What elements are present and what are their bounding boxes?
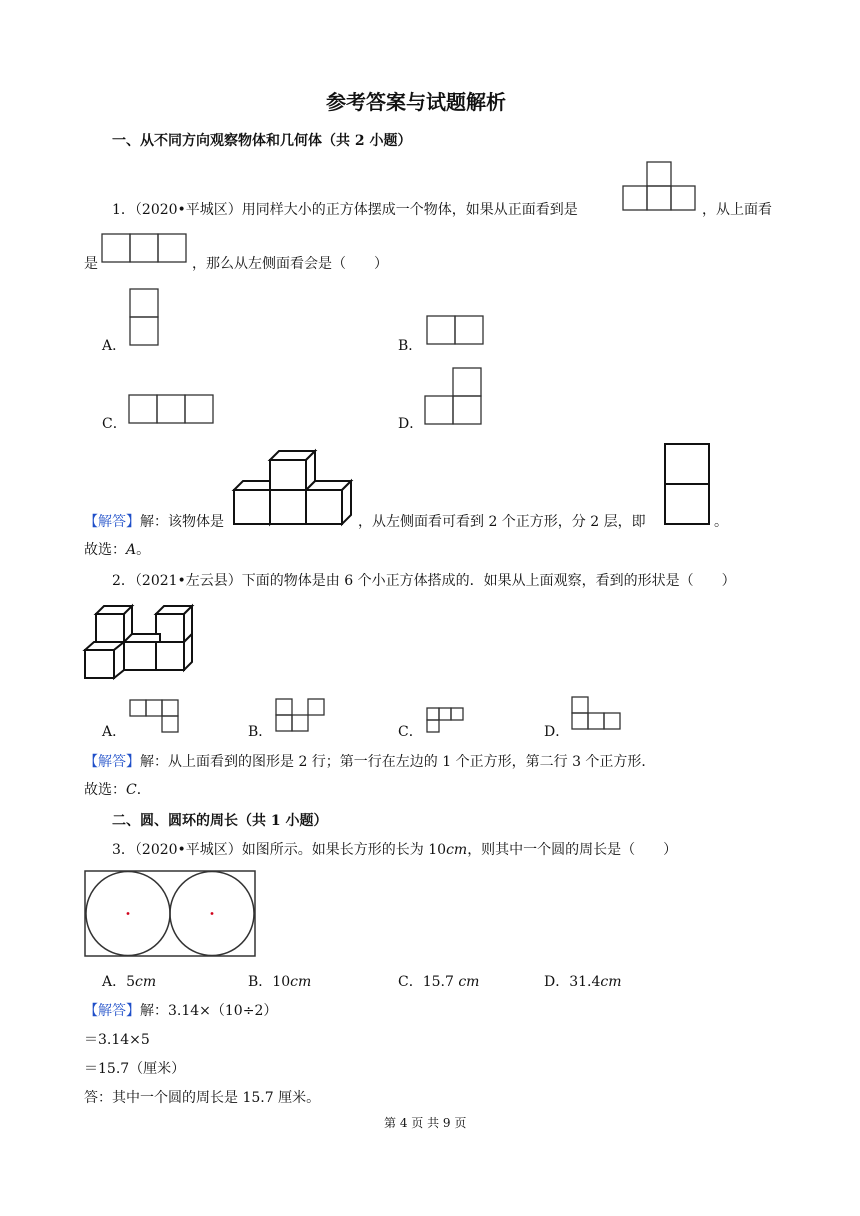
q1-top-view-figure — [101, 233, 189, 265]
q1-stem-part4: ，那么从左侧面看会是（ ） — [192, 256, 388, 272]
q2-option-a-figure — [129, 699, 179, 735]
q3-center-dot-left — [127, 912, 130, 915]
q2-stem: 2．（2021•左云县）下面的物体是由 6 个小正方体搭成的．如果从上面观察，看到的形状是（ ） — [112, 573, 736, 589]
q3-stem-part2: ，则其中一个圆的周长是（ ） — [467, 842, 678, 858]
q3-option-c-unit: cm — [458, 974, 480, 990]
q2-answer-tag: 【解答】 — [84, 754, 140, 770]
q2-option-d-label: D． — [544, 724, 570, 740]
q1-option-d-figure — [424, 367, 484, 427]
section-heading-1: 一、从不同方向观察物体和几何体（共 2 小题） — [112, 133, 412, 149]
section-heading-2: 二、圆、圆环的周长（共 1 小题） — [112, 813, 328, 829]
q3-option-d-text: D．31.4 — [544, 974, 601, 990]
q3-option-a-unit: cm — [135, 974, 157, 990]
q2-answer-line — [84, 752, 655, 772]
q3-option-c — [398, 972, 479, 992]
q3-solution-line-4: 答：其中一个圆的周长是 15.7 厘米。 — [84, 1090, 321, 1106]
q1-choice-end: 。 — [136, 542, 151, 558]
q3-stem-part1: 3．（2020•平城区）如图所示。如果长方形的长为 10 — [112, 842, 447, 858]
q3-option-d — [544, 972, 622, 992]
page-title: 参考答案与试题解析 — [326, 90, 506, 114]
q1-option-b-label: B． — [398, 338, 423, 354]
q1-stem-part1: 1．（2020•平城区）用同样大小的正方体摆成一个物体，如果从正面看到是 — [112, 202, 578, 218]
q3-option-d-unit: cm — [600, 974, 622, 990]
q1-answer-text-3: 。 — [714, 514, 728, 530]
q1-stem-part2: ，从上面看 — [702, 202, 772, 218]
q3-stem-line — [112, 840, 677, 860]
q3-option-b-text: B．10 — [248, 974, 291, 990]
q3-solution-line-3: ＝15.7（厘米） — [84, 1061, 186, 1077]
q3-circles-figure — [84, 870, 258, 958]
q1-answer-text-2: ，从左侧面看可看到 2 个正方形，分 2 层，即 — [358, 514, 646, 530]
q3-option-b — [248, 972, 311, 992]
page-footer: 第 4 页 共 9 页 — [384, 1116, 467, 1130]
q2-option-c-label: C． — [398, 724, 423, 740]
q1-option-a-label: A． — [102, 338, 127, 354]
q2-option-b-figure — [275, 698, 327, 734]
q3-option-a-text: A．5 — [102, 974, 136, 990]
q2-3d-object-figure — [84, 604, 194, 680]
q1-choice-label: 故选： — [84, 542, 126, 558]
q2-choice-label: 故选： — [84, 782, 126, 798]
q2-answer-text: 解：从上面看到的图形是 2 行；第一行在左边的 1 个正方形，第二行 3 个正方形． — [140, 754, 656, 770]
q1-choice-line — [84, 540, 150, 560]
q2-option-c-figure — [426, 707, 466, 735]
q1-answer-text-1: 解：该物体是 — [140, 514, 224, 530]
q2-option-b-label: B． — [248, 724, 273, 740]
q1-option-c-figure — [128, 394, 216, 426]
q3-answer-line — [84, 1001, 277, 1021]
q1-option-b-figure — [426, 315, 486, 347]
q3-stem-unit: cm — [446, 842, 468, 858]
q1-option-c-label: C． — [102, 416, 127, 432]
q1-option-d-label: D． — [398, 416, 424, 432]
q1-option-a-figure — [129, 288, 161, 348]
q2-choice-line — [84, 780, 151, 800]
q3-option-b-unit: cm — [290, 974, 312, 990]
q3-solution-line-1: 解：3.14×（10÷2） — [140, 1003, 278, 1019]
q3-answer-tag: 【解答】 — [84, 1003, 140, 1019]
q1-answer-tag: 【解答】 — [84, 514, 140, 530]
q1-choice: A — [126, 542, 137, 558]
q3-solution-line-2: ＝3.14×5 — [84, 1032, 150, 1048]
q1-front-view-figure — [622, 160, 698, 212]
q2-option-d-figure — [571, 696, 623, 732]
q1-left-view-answer-figure — [664, 443, 712, 527]
q1-answer-line — [84, 512, 224, 532]
q1-stem-part3: 是 — [84, 256, 98, 272]
q2-choice-end: ． — [136, 782, 151, 798]
q3-center-dot-right — [211, 912, 214, 915]
q2-option-a-label: A． — [102, 724, 127, 740]
q3-option-c-text: C．15.7 — [398, 974, 459, 990]
q3-option-a — [102, 972, 156, 992]
q1-3d-object-figure — [233, 450, 357, 526]
q2-choice: C — [126, 782, 137, 798]
